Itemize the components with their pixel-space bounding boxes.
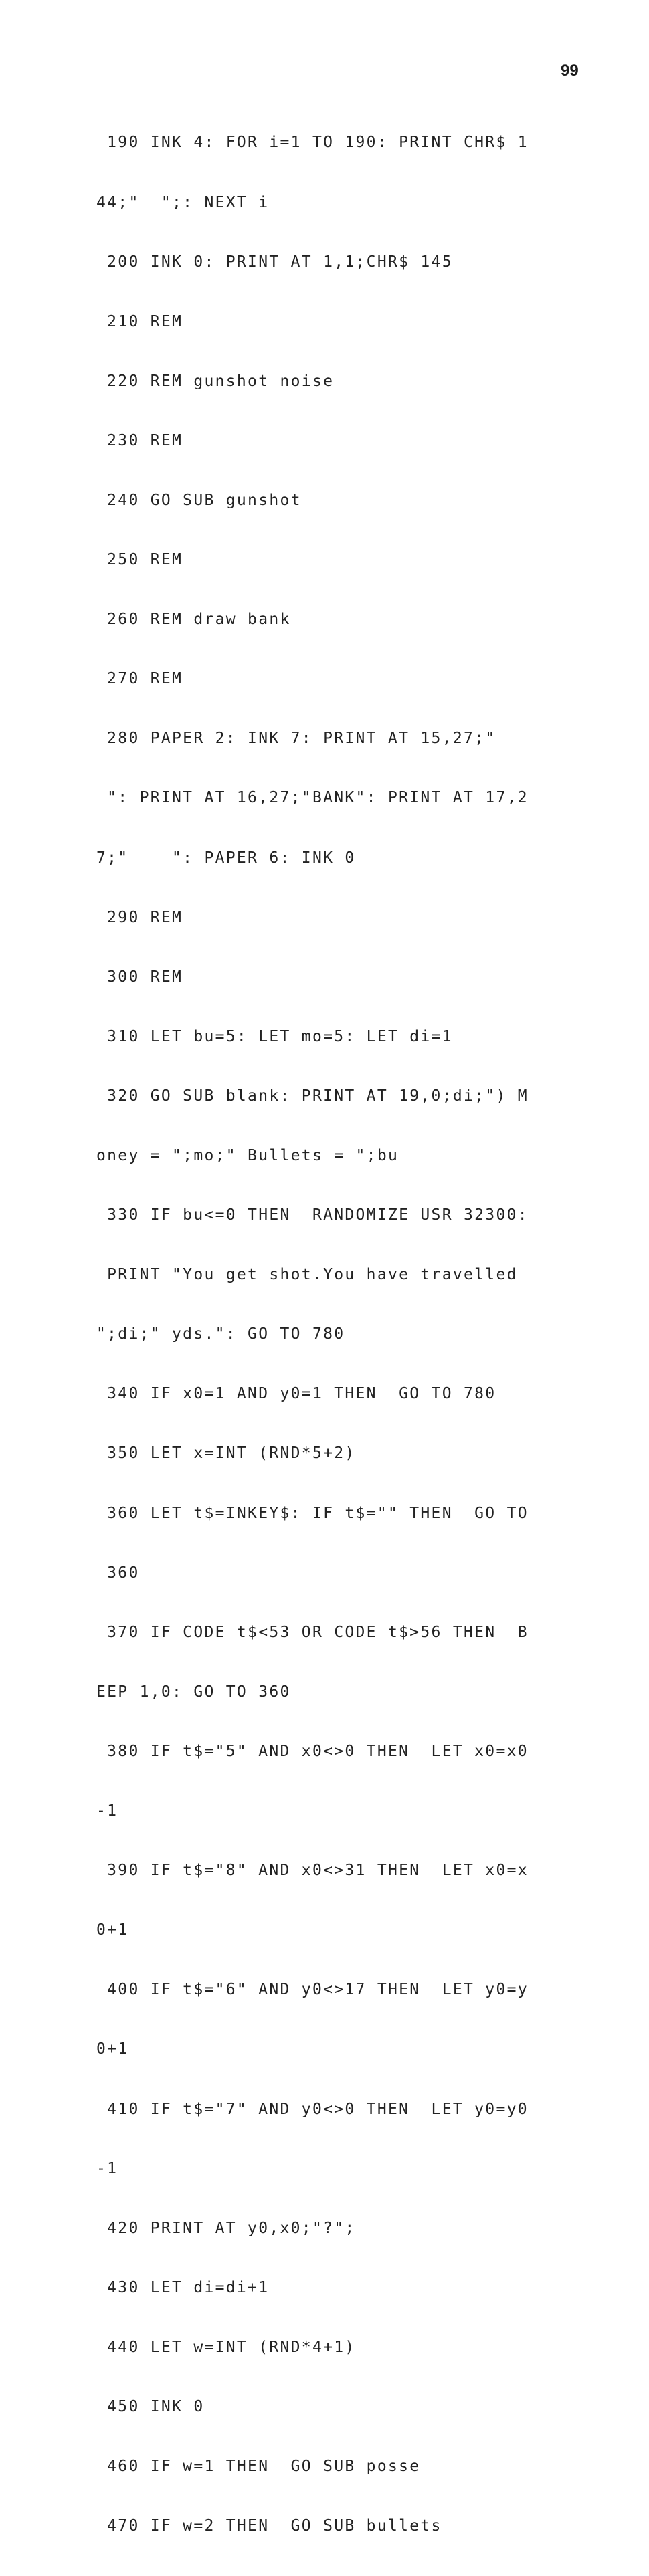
listing-line: 210 REM <box>96 312 183 330</box>
listing-line: 280 PAPER 2: INK 7: PRINT AT 15,27;" <box>96 730 496 748</box>
listing-line: 260 REM draw bank <box>96 611 291 629</box>
listing-line: 7;" ": PAPER 6: INK 0 <box>96 849 356 867</box>
listing-line: 460 IF w=1 THEN GO SUB posse <box>96 2458 421 2476</box>
listing-line: 350 LET x=INT (RND*5+2) <box>96 1444 356 1463</box>
listing-line: oney = ";mo;" Bullets = ";bu <box>96 1147 399 1164</box>
listing-line: 390 IF t$="8" AND x0<>31 THEN LET x0=x <box>96 1862 529 1880</box>
listing-line: 250 REM <box>96 551 183 569</box>
listing-line: EEP 1,0: GO TO 360 <box>96 1683 291 1701</box>
page-number: 99 <box>561 62 579 80</box>
basic-program-listing <box>96 94 591 2576</box>
listing-line: 0+1 <box>96 1921 129 1939</box>
listing-line: -1 <box>96 1802 118 1820</box>
listing-line: 360 LET t$=INKEY$: IF t$="" THEN GO TO <box>96 1504 529 1522</box>
listing-line: 270 REM <box>96 670 183 688</box>
listing-line: -1 <box>96 2159 118 2177</box>
listing-line: 190 INK 4: FOR i=1 TO 190: PRINT CHR$ 1 <box>96 134 529 152</box>
listing-line: 340 IF x0=1 AND y0=1 THEN GO TO 780 <box>96 1385 496 1403</box>
listing-line: 470 IF w=2 THEN GO SUB bullets <box>96 2517 442 2535</box>
listing-line: 330 IF bu<=0 THEN RANDOMIZE USR 32300: <box>96 1206 529 1224</box>
listing-line: 240 GO SUB gunshot <box>96 491 302 509</box>
listing-line: 220 REM gunshot noise <box>96 372 335 390</box>
listing-line: 410 IF t$="7" AND y0<>0 THEN LET y0=y0 <box>96 2100 529 2118</box>
listing-line: 360 <box>96 1564 140 1582</box>
listing-line: 200 INK 0: PRINT AT 1,1;CHR$ 145 <box>96 253 453 271</box>
listing-line: 290 REM <box>96 908 183 926</box>
listing-line: 310 LET bu=5: LET mo=5: LET di=1 <box>96 1027 453 1045</box>
listing-line: 450 INK 0 <box>96 2397 205 2416</box>
listing-line: ";di;" yds.": GO TO 780 <box>96 1325 345 1344</box>
listing-line: 370 IF CODE t$<53 OR CODE t$>56 THEN B <box>96 1623 529 1641</box>
listing-line: 420 PRINT AT y0,x0;"?"; <box>96 2219 356 2237</box>
listing-line: 380 IF t$="5" AND x0<>0 THEN LET x0=x0 <box>96 1742 529 1760</box>
listing-line: 440 LET w=INT (RND*4+1) <box>96 2338 356 2356</box>
listing-line: 300 REM <box>96 968 183 986</box>
listing-line: 320 GO SUB blank: PRINT AT 19,0;di;") M <box>96 1087 529 1105</box>
listing-line: 430 LET di=di+1 <box>96 2278 270 2296</box>
listing-line: 400 IF t$="6" AND y0<>17 THEN LET y0=y <box>96 1981 529 1999</box>
listing-line: 0+1 <box>96 2040 129 2058</box>
listing-line: ": PRINT AT 16,27;"BANK": PRINT AT 17,2 <box>96 789 529 807</box>
listing-line: PRINT "You get shot.You have travelled <box>96 1266 518 1284</box>
listing-line: 44;" ";: NEXT i <box>96 193 270 211</box>
listing-line: 230 REM <box>96 431 183 449</box>
